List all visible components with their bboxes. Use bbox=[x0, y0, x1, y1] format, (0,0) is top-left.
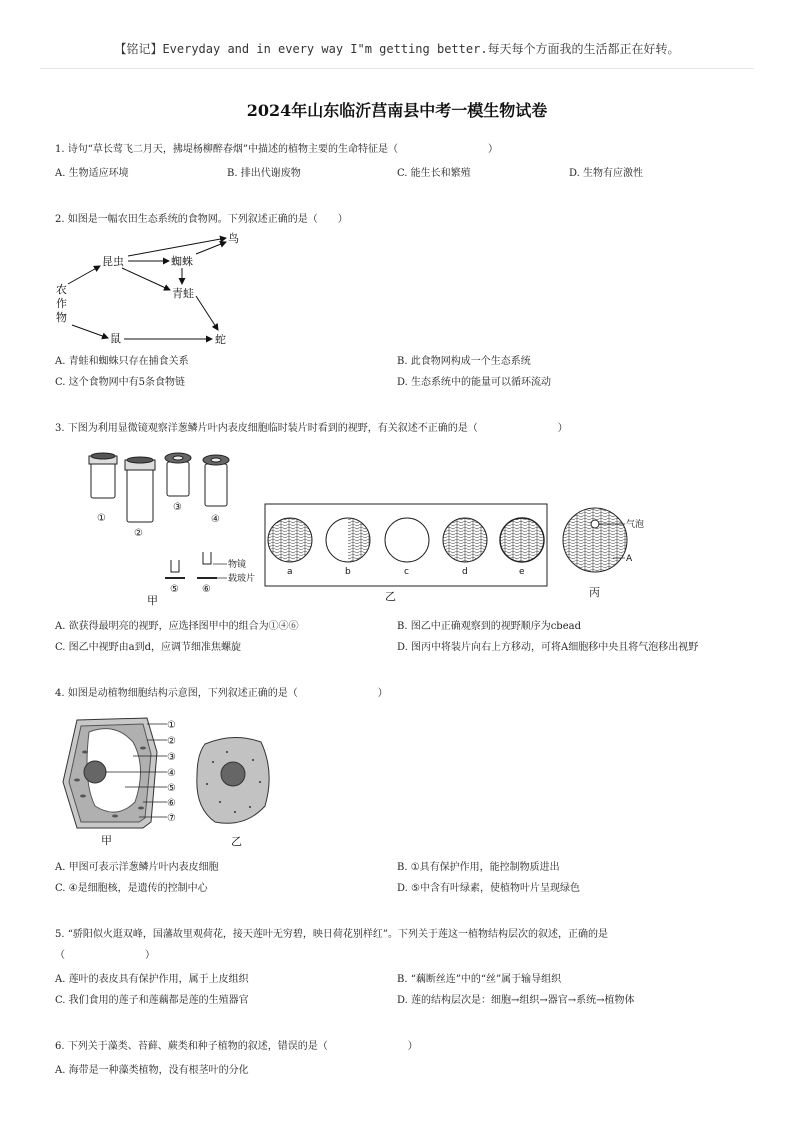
arrow-spider-bird bbox=[196, 242, 226, 254]
microscope-diagram bbox=[85, 448, 685, 608]
q1-option-d: D. 生物有应激性 bbox=[569, 168, 644, 179]
label-num-3: ③ bbox=[167, 752, 176, 763]
view-bing bbox=[563, 508, 627, 572]
q3-option-c: C. 图乙中视野由a到d，应调节细准焦螺旋 bbox=[55, 642, 242, 653]
node-frog: 青蛙 bbox=[172, 287, 194, 300]
q5-option-c: C. 我们食用的莲子和莲藕都是莲的生殖器官 bbox=[55, 995, 249, 1006]
node-crop-1: 农 bbox=[56, 283, 67, 296]
question-6-stem: 6. 下列关于藻类、苔藓、蕨类和种子植物的叙述，错误的是（ ） bbox=[55, 1041, 418, 1052]
arrow-frog-snake bbox=[196, 296, 218, 330]
q4-option-c: C. ④是细胞核，是遗传的控制中心 bbox=[55, 883, 208, 894]
view-label-c: c bbox=[404, 567, 409, 577]
arrow-insect-bird bbox=[128, 238, 226, 256]
question-5-stem-cont: （ ） bbox=[55, 950, 155, 961]
question-3-stem: 3. 下图为利用显微镜观察洋葱鳞片叶内表皮细胞临时装片时看到的视野，有关叙述不正确的是（ ） bbox=[55, 423, 568, 434]
label-num-5: ⑤ bbox=[167, 783, 176, 794]
animal-nucleus bbox=[221, 762, 245, 786]
q4-option-a: A. 甲图可表示洋葱鳞片叶内表皮细胞 bbox=[55, 862, 219, 873]
q2-option-d: D. 生态系统中的能量可以循环流动 bbox=[397, 377, 552, 388]
label-objective: 物镜 bbox=[228, 560, 247, 570]
label-num-6: ⑥ bbox=[167, 798, 176, 809]
q4-option-d: D. ⑤中含有叶绿素，使植物叶片呈现绿色 bbox=[397, 883, 580, 894]
header-motto: 【铭记】Everyday and in every way I"m getting better.每天每个方面我的生活都正在好转。 bbox=[114, 42, 680, 56]
paper-title: 2024年山东临沂莒南县中考一模生物试卷 bbox=[246, 101, 548, 120]
q3-option-d: D. 图丙中将装片向右上方移动，可将A细胞移中央且将气泡移出视野 bbox=[397, 642, 699, 653]
lens-1 bbox=[89, 453, 117, 498]
label-num-2: ② bbox=[167, 736, 176, 747]
node-insect: 昆虫 bbox=[102, 255, 124, 268]
label-jia-q4: 甲 bbox=[101, 834, 112, 847]
label-num-4: ④ bbox=[167, 768, 176, 779]
q2-option-c: C. 这个食物网中有5条食物链 bbox=[55, 377, 186, 388]
lens-3 bbox=[165, 453, 191, 496]
lens-num-2: ② bbox=[134, 528, 143, 539]
lens-2 bbox=[125, 457, 155, 522]
arrow-insect-frog bbox=[122, 268, 170, 290]
label-cell-a: A bbox=[626, 554, 633, 564]
food-web-diagram bbox=[50, 228, 250, 348]
question-4-stem: 4. 如图是动植物细胞结构示意图，下列叙述正确的是（ ） bbox=[55, 688, 388, 699]
node-spider: 蜘蛛 bbox=[171, 255, 193, 268]
q2-option-b: B. 此食物网构成一个生态系统 bbox=[397, 356, 531, 367]
objective-distance-6 bbox=[197, 552, 217, 578]
q2-option-a: A. 青蛙和蜘蛛只存在捕食关系 bbox=[55, 356, 189, 367]
view-label-d: d bbox=[462, 567, 468, 577]
label-slide: 载玻片 bbox=[228, 574, 256, 584]
node-crop-2: 作 bbox=[56, 297, 67, 310]
label-num-7: ⑦ bbox=[167, 813, 176, 824]
lens-num-3: ③ bbox=[173, 502, 182, 513]
question-5-stem: 5. “骄阳似火逛双峰，国藩故里观荷花，接天莲叶无穷碧，映日荷花别样红”。下列关于莲这一植物结构层次的叙述，正确的是 bbox=[55, 929, 608, 940]
label-yi-q3: 乙 bbox=[385, 590, 396, 603]
label-bubble: 气泡 bbox=[626, 520, 645, 530]
q3-option-a: A. 欲获得最明亮的视野，应选择图甲中的组合为①④⑥ bbox=[55, 621, 299, 632]
node-mouse: 鼠 bbox=[110, 332, 121, 345]
q1-option-b: B. 排出代谢废物 bbox=[227, 168, 301, 179]
node-bird: 鸟 bbox=[228, 232, 239, 245]
q1-option-a: A. 生物适应环境 bbox=[55, 168, 129, 179]
view-label-b: b bbox=[345, 567, 351, 577]
objective-distance-5 bbox=[165, 560, 185, 578]
header-divider bbox=[40, 68, 754, 69]
q5-option-a: A. 莲叶的表皮具有保护作用，属于上皮组织 bbox=[55, 974, 249, 985]
arrow-crop-insect bbox=[68, 266, 100, 284]
cell-structure-diagram bbox=[55, 712, 285, 850]
lens-num-1: ① bbox=[97, 513, 106, 524]
q4-option-b: B. ①具有保护作用，能控制物质进出 bbox=[397, 862, 560, 873]
question-1-stem: 1. 诗句“草长莺飞二月天，拂堤杨柳醉春烟”中描述的植物主要的生命特征是（ ） bbox=[55, 144, 498, 155]
lens-num-5: ⑤ bbox=[170, 584, 179, 595]
label-num-1: ① bbox=[167, 720, 176, 731]
view-label-e: e bbox=[519, 567, 525, 577]
q6-option-a: A. 海带是一种藻类植物，没有根茎叶的分化 bbox=[55, 1065, 249, 1076]
q5-option-d: D. 莲的结构层次是：细胞→组织→器官→系统→植物体 bbox=[397, 995, 635, 1006]
node-crop-3: 物 bbox=[56, 311, 67, 324]
plant-nucleus bbox=[84, 761, 106, 783]
q5-option-b: B. “藕断丝连”中的“丝”属于输导组织 bbox=[397, 974, 562, 985]
lens-4 bbox=[203, 455, 229, 506]
view-label-a: a bbox=[287, 567, 293, 577]
node-snake: 蛇 bbox=[215, 333, 226, 346]
lens-num-4: ④ bbox=[211, 514, 220, 525]
label-yi-q4: 乙 bbox=[231, 835, 242, 848]
label-bing-q3: 丙 bbox=[589, 586, 600, 599]
q1-option-c: C. 能生长和繁殖 bbox=[397, 168, 471, 179]
question-2-stem: 2. 如图是一幅农田生态系统的食物网。下列叙述正确的是（ ） bbox=[55, 214, 348, 225]
label-jia-q3: 甲 bbox=[147, 594, 158, 607]
q3-option-b: B. 图乙中正确观察到的视野顺序为cbead bbox=[397, 621, 581, 632]
lens-num-6: ⑥ bbox=[202, 584, 211, 595]
arrow-crop-mouse bbox=[72, 325, 108, 338]
